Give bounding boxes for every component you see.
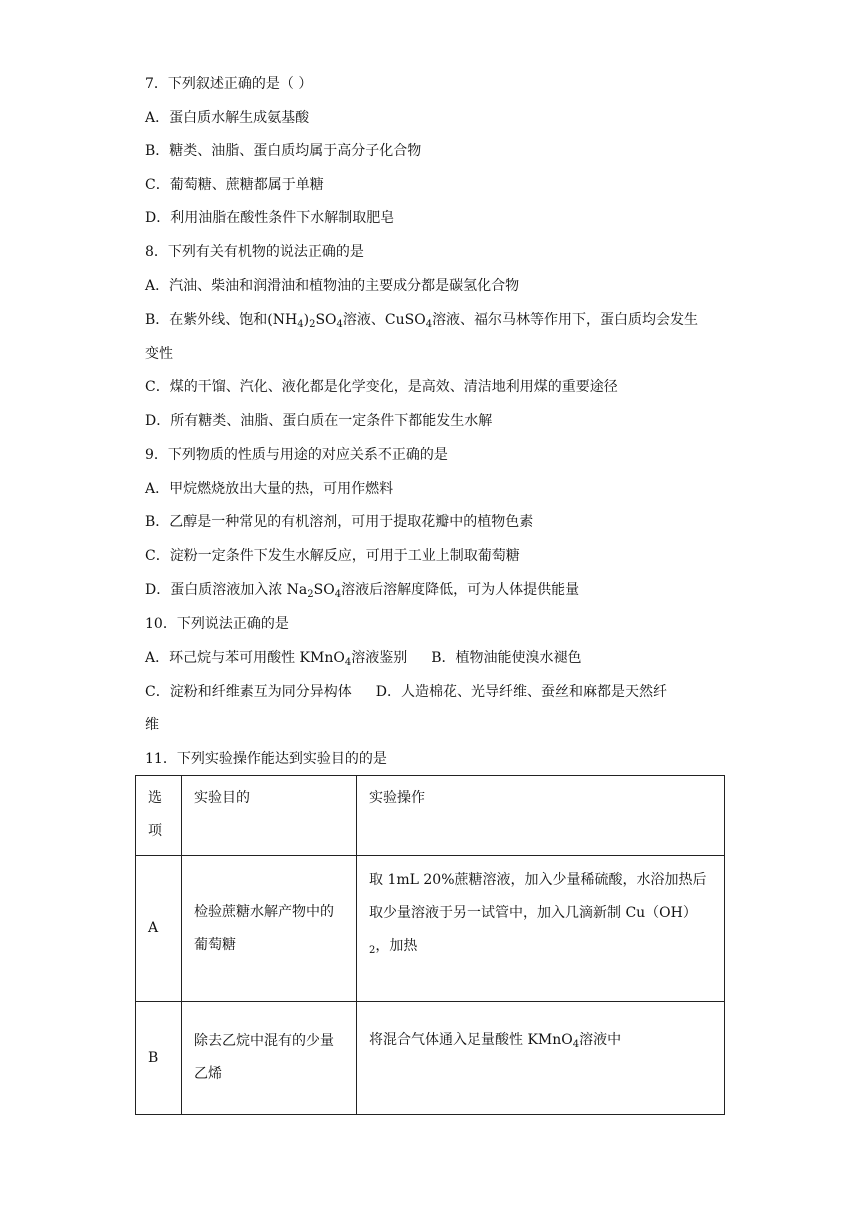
experiment-table xyxy=(135,775,725,1115)
q7-option-d: D．利用油脂在酸性条件下水解制取肥皂 xyxy=(145,210,395,226)
q8-option-b-continued: 变性 xyxy=(145,346,173,362)
row-b-purpose: 除去乙烷中混有的少量乙烯 xyxy=(182,1002,357,1115)
q10-row-cd xyxy=(145,682,667,702)
q10-stem: 10．下列说法正确的是 xyxy=(145,616,289,632)
q11-stem: 11．下列实验操作能达到实验目的的是 xyxy=(145,751,387,767)
q8-option-b: B．在紫外线、饱和$(NH_4)_2SO_4$溶液、CuSO$_4$溶液、福尔马林等作用下，蛋白质均会发生 xyxy=(145,312,699,330)
row-b-option: B xyxy=(136,1002,182,1115)
q10-option-a: A．环己烷与苯可用酸性 KMnO$_4$溶液鉴别 xyxy=(145,650,408,668)
table-header-row xyxy=(136,776,725,856)
q7-option-b: B．糖类、油脂、蛋白质均属于高分子化合物 xyxy=(145,143,422,159)
q8-option-d: D．所有糖类、油脂、蛋白质在一定条件下都能发生水解 xyxy=(145,413,493,429)
q10-option-d: D．人造棉花、光导纤维、蚕丝和麻都是天然纤 xyxy=(375,684,667,700)
header-operation: 实验操作 xyxy=(357,776,725,856)
q9-option-a: A．甲烷燃烧放出大量的热，可用作燃料 xyxy=(145,481,394,497)
q8-stem: 8．下列有关有机物的说法正确的是 xyxy=(145,244,364,260)
q10-option-d-continued: 维 xyxy=(145,717,159,733)
row-a-option: A xyxy=(136,856,182,1002)
row-a-purpose: 检验蔗糖水解产物中的葡萄糖 xyxy=(182,856,357,1002)
q7-option-a: A．蛋白质水解生成氨基酸 xyxy=(145,110,310,126)
table-row xyxy=(136,856,725,1002)
row-a-operation: 取 1mL 20%蔗糖溶液，加入少量稀硫酸，水浴加热后取少量溶液于另一试管中，加入几滴新制 $Cu(OH)_2$，加热 xyxy=(357,856,725,1002)
q9-option-c: C．淀粉一定条件下发生水解反应，可用于工业上制取葡萄糖 xyxy=(145,548,520,564)
header-purpose: 实验目的 xyxy=(182,776,357,856)
q10-option-b: B．植物油能使溴水褪色 xyxy=(431,650,582,666)
q10-option-c: C．淀粉和纤维素互为同分异构体 xyxy=(145,684,352,700)
q8-option-a: A．汽油、柴油和润滑油和植物油的主要成分都是碳氢化合物 xyxy=(145,278,520,294)
table-row xyxy=(136,1002,725,1115)
q10-row-ab xyxy=(145,648,582,668)
q9-option-d: D．蛋白质溶液加入浓 $Na_2SO_4$溶液后溶解度降低，可为人体提供能量 xyxy=(145,582,580,600)
q8-option-c: C．煤的干馏、汽化、液化都是化学变化，是高效、清洁地利用煤的重要途径 xyxy=(145,379,618,395)
header-option: 选项 xyxy=(136,776,182,856)
q7-option-c: C．葡萄糖、蔗糖都属于单糖 xyxy=(145,177,324,193)
q9-stem: 9．下列物质的性质与用途的对应关系不正确的是 xyxy=(145,447,448,463)
q9-option-b: B．乙醇是一种常见的有机溶剂，可用于提取花瓣中的植物色素 xyxy=(145,514,534,530)
row-b-operation: 将混合气体通入足量酸性 KMnO$_4$溶液中 xyxy=(357,1002,725,1115)
q7-stem: 7．下列叙述正确的是（ ） xyxy=(145,76,313,92)
